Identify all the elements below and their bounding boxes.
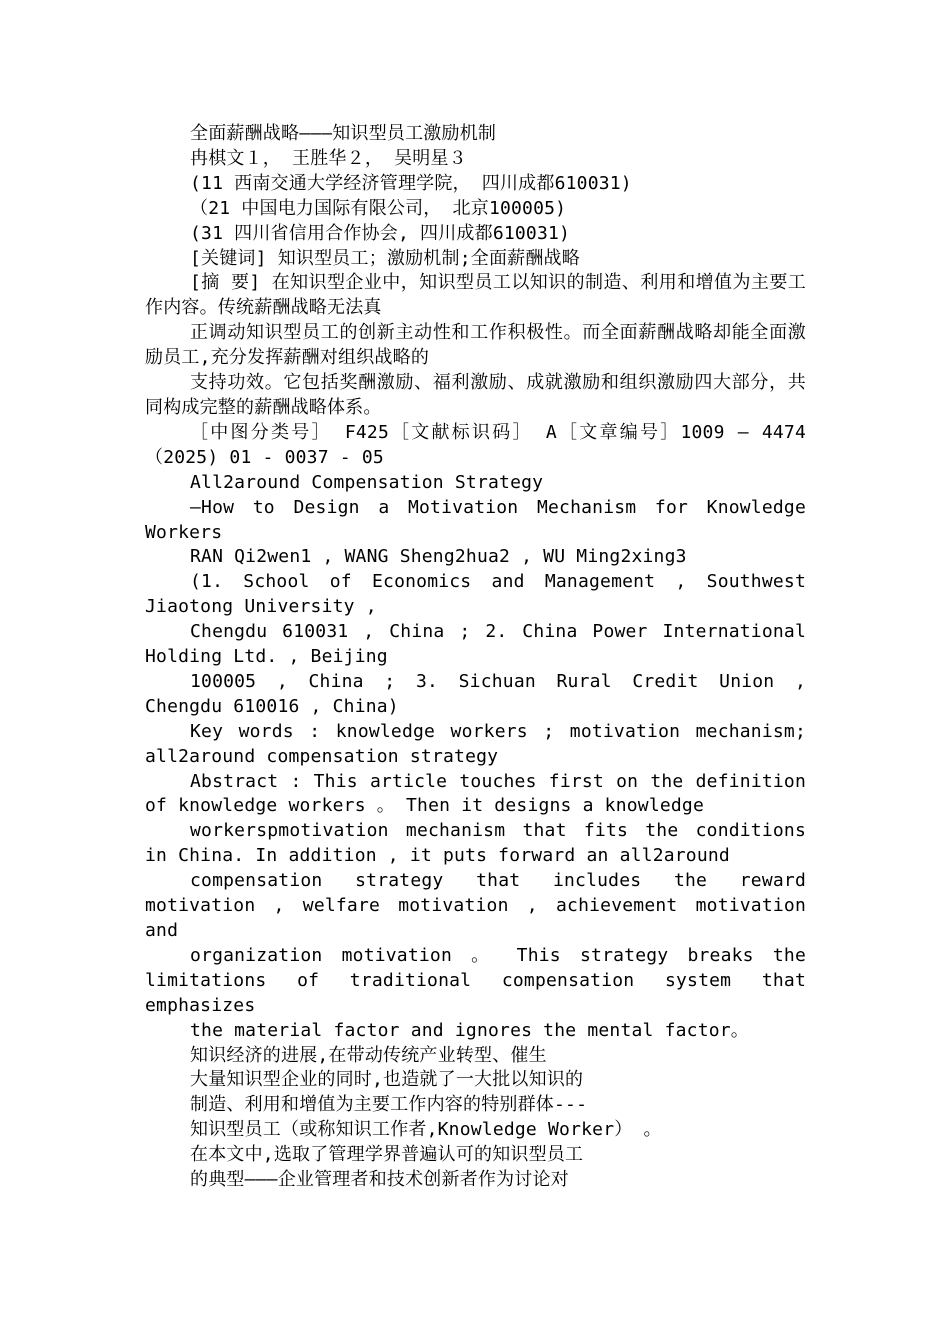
classification-line: ［中图分类号］ F425［文献标识码］ A［文章编号］1009 — 4474（2025) 01 - 0037 - 05 (145, 421, 806, 468)
english-authors: RAN Qi2wen1 , WANG Sheng2hua2 , WU Ming2xing3 (190, 546, 687, 568)
english-affiliation-2: Chengdu 610031 , China ; 2. China Power International Holding Ltd. , Beijing (145, 621, 806, 668)
affiliation-2: （21 中国电力国际有限公司， 北京100005) (190, 197, 567, 219)
abstract-en-2: workerspmotivation mechanism that fits the conditions in China. In addition , it puts forward an all2around (145, 820, 806, 867)
affiliation-1: (11 西南交通大学经济管理学院， 四川成都610031) (190, 172, 632, 194)
body-line-6: 的典型———企业管理者和技术创新者作为讨论对 (190, 1169, 569, 1191)
paper-title: 全面薪酬战略———知识型员工激励机制 (190, 123, 497, 144)
abstract-en-3: compensation strategy that includes the reward motivation , welfare motivation , achievement motivation and (145, 870, 806, 941)
body-line-4: 知识型员工（或称知识工作者,Knowledge Worker） 。 (190, 1119, 662, 1141)
abstract-cn-1: [摘 要] 在知识型企业中，知识型员工以知识的制造、利用和增值为主要工作内容。传统薪酬战略无法真 (145, 272, 806, 319)
affiliation-3: (31 四川省信用合作协会, 四川成都610031) (190, 222, 571, 244)
abstract-cn-2: 正调动知识型员工的创新主动性和工作积极性。而全面薪酬战略却能全面激励员工,充分发挥薪酬对组织战略的 (145, 322, 806, 369)
authors: 冉棋文１， 王胜华２， 吴明星３ (190, 147, 467, 169)
body-line-1: 知识经济的进展,在带动传统产业转型、催生 (190, 1044, 547, 1066)
keywords-cn: [关键词] 知识型员工；激励机制;全面薪酬战略 (190, 247, 580, 269)
body-line-2: 大量知识型企业的同时,也造就了一大批以知识的 (190, 1069, 584, 1091)
english-affiliation-1: (1. School of Economics and Management , Southwest Jiaotong University , (145, 571, 806, 618)
body-line-3: 制造、利用和增值为主要工作内容的特别群体--- (190, 1094, 588, 1116)
document-body (145, 122, 806, 1193)
english-subtitle: —How to Design a Motivation Mechanism for Knowledge Workers (145, 496, 806, 543)
keywords-en: Key words : knowledge workers ; motivation mechanism; all2around compensation strategy (145, 720, 806, 767)
abstract-en-4: organization motivation 。 This strategy breaks the limitations of traditional compensation system that emphasizes (145, 944, 806, 1016)
abstract-en-5: the material factor and ignores the mental factor。 (190, 1019, 750, 1041)
abstract-en-1: Abstract : This article touches first on the definition of knowledge workers 。 Then it designs a knowledge (145, 770, 806, 817)
english-title: All2around Compensation Strategy (190, 471, 544, 493)
abstract-cn-3: 支持功效。它包括奖酬激励、福利激励、成就激励和组织激励四大部分，共同构成完整的薪酬战略体系。 (145, 372, 806, 418)
english-affiliation-3: 100005 , China ; 3. Sichuan Rural Credit Union , Chengdu 610016 , China) (145, 670, 806, 717)
body-line-5: 在本文中,选取了管理学界普遍认可的知识型员工 (190, 1144, 584, 1166)
